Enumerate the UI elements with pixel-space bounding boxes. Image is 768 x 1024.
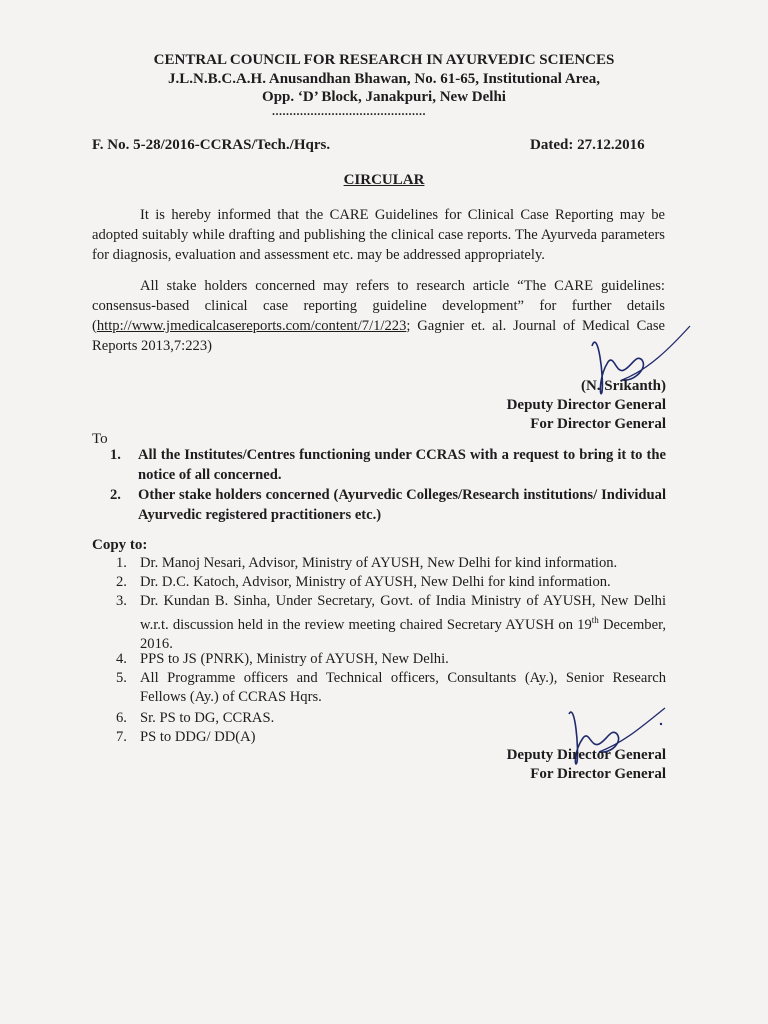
copy-to-text: Dr. D.C. Katoch, Advisor, Ministry of AYUSH, New Delhi for kind information. xyxy=(140,574,611,590)
to-item-number: 1. xyxy=(110,447,121,463)
to-item-text: All the Institutes/Centres functioning under CCRAS with a request to bring it to the notice of all concerned. xyxy=(138,447,666,483)
signatory-name: (N. Srikanth) xyxy=(580,378,666,394)
copy-to-number: 1. xyxy=(116,555,127,571)
copy-to-number: 7. xyxy=(116,729,127,745)
org-name: CENTRAL COUNCIL FOR RESEARCH IN AYURVEDIC SCIENCES xyxy=(153,52,615,68)
org-address-line1: J.L.N.B.C.A.H. Anusandhan Bhawan, No. 61-65, Institutional Area, xyxy=(168,71,600,87)
copy-to-text: PS to DDG/ DD(A) xyxy=(140,729,256,745)
copy-to-text-a: Dr. Kundan B. Sinha, Under Secretary, Govt. of India Ministry of AYUSH, New Delhi w.r.t. discussion held in the review meeting chaired Secretary AYUSH on 19 xyxy=(140,593,666,633)
paragraph-2-text-a: All stake holders concerned may refers to research article “The CARE guidelines: consensus-based clinical case reporting guideline development” for further details ( xyxy=(92,278,665,334)
to-item-text: Other stake holders concerned (Ayurvedic Colleges/Research institutions/ Individual Ayurvedic registered practitioners etc.) xyxy=(138,487,666,523)
copy-to-text-b: December, 2016. xyxy=(140,616,666,652)
copy-to-number: 2. xyxy=(116,574,127,590)
copy-to-number: 3. xyxy=(116,593,127,609)
paragraph-2-text-b: ; Gagnier et. al. Journal of Medical Case Reports 2013,7:223) xyxy=(92,318,665,354)
to-label: To xyxy=(92,431,108,447)
copy-to-label: Copy to: xyxy=(92,537,148,553)
signatory-title: Deputy Director General xyxy=(506,397,666,413)
copy-to-text: Dr. Manoj Nesari, Advisor, Ministry of AYUSH, New Delhi for kind information. xyxy=(140,555,618,571)
copy-to-number: 4. xyxy=(116,651,127,667)
header-dotted-rule: ............................................ xyxy=(272,104,426,118)
signatory-for-2: For Director General xyxy=(530,766,666,782)
copy-to-superscript: th xyxy=(591,615,599,625)
signatory-title-2: Deputy Director General xyxy=(506,747,666,763)
org-address-line2: Opp. ‘D’ Block, Janakpuri, New Delhi xyxy=(262,89,506,105)
to-item-number: 2. xyxy=(110,487,121,503)
copy-to-number: 6. xyxy=(116,710,127,726)
signatory-for: For Director General xyxy=(530,416,666,432)
copy-to-text xyxy=(140,592,666,654)
copy-to-text: PPS to JS (PNRK), Ministry of AYUSH, New Delhi. xyxy=(140,651,449,667)
circular-heading: CIRCULAR xyxy=(343,172,425,188)
paragraph-1: It is hereby informed that the CARE Guidelines for Clinical Case Reporting may be adopted suitably while drafting and publishing the clinical case reports. The Ayurveda parameters for diagnosis, evaluation and assessment etc. may be addressed appropriately. xyxy=(92,207,665,263)
date: Dated: 27.12.2016 xyxy=(530,137,645,153)
article-link[interactable]: http://www.jmedicalcasereports.com/content/7/1/223 xyxy=(96,318,407,334)
copy-to-text: All Programme officers and Technical officers, Consultants (Ay.), Senior Research Fellows (Ay.) of CCRAS Hqrs. xyxy=(140,670,666,705)
copy-to-number: 5. xyxy=(116,670,127,686)
file-number: F. No. 5-28/2016-CCRAS/Tech./Hqrs. xyxy=(92,137,331,153)
copy-to-text: Sr. PS to DG, CCRAS. xyxy=(140,710,275,726)
